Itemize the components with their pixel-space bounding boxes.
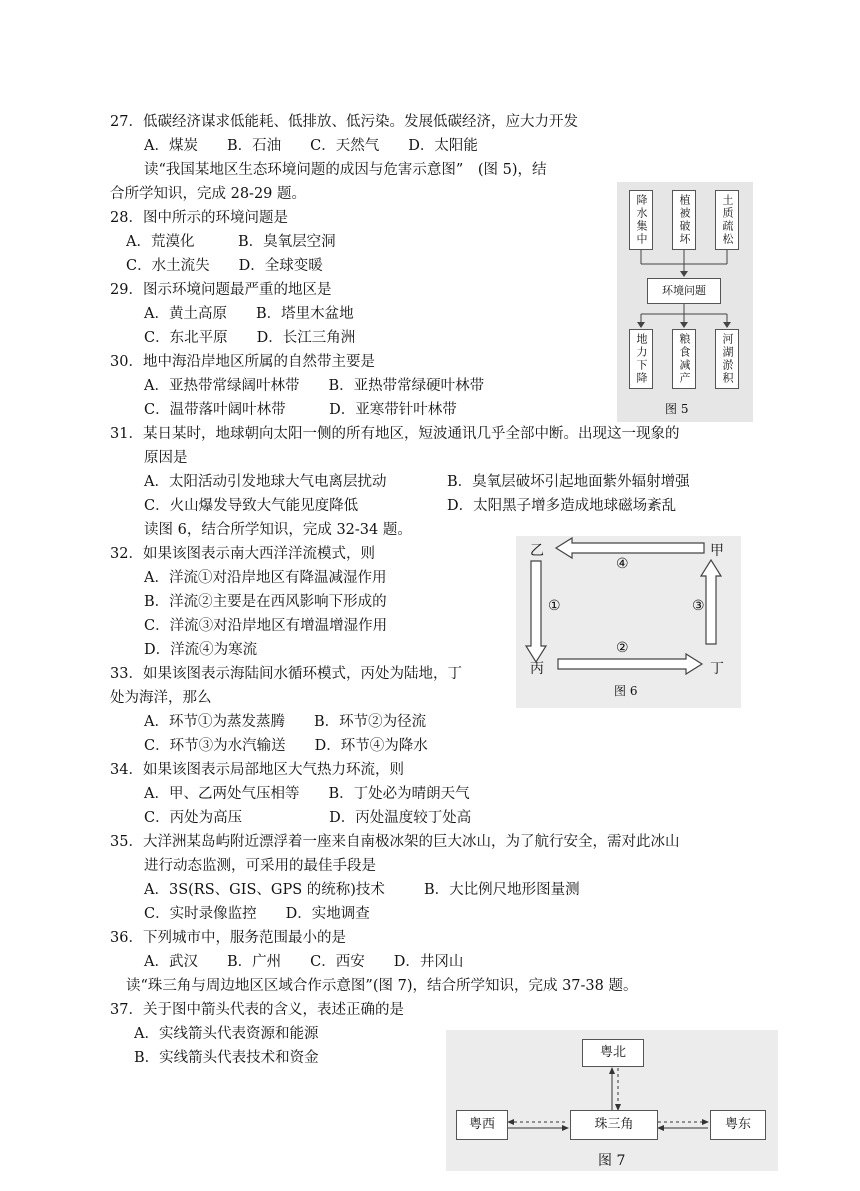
- figure-6-caption: 图 6: [614, 684, 638, 698]
- figure-6: [516, 536, 741, 708]
- reading-prompt-fig7: 读“珠三角与周边地区区域合作示意图”(图 7)，结合所学知识，完成 37-38 题。: [126, 978, 638, 994]
- q34-stem: 34．如果该图表示局部地区大气热力环流，则: [110, 762, 404, 778]
- q31-option-d: D．太阳黑子增多造成地球磁场紊乱: [447, 498, 677, 514]
- q31-stem-cont: 原因是: [144, 450, 188, 466]
- effect-box-2: 粮食减产: [672, 329, 696, 389]
- corner-bing: 丙: [530, 661, 544, 677]
- q33-options-ab: A．环节①为蒸发蒸腾 B．环节②为径流: [144, 714, 427, 730]
- figure-7: [446, 1030, 778, 1171]
- corner-jia: 甲: [710, 543, 724, 559]
- cause-box-2: 植被破坏: [672, 190, 696, 250]
- q30-stem: 30．地中海沿岸地区所属的自然带主要是: [110, 354, 375, 370]
- reading-prompt-fig6: 读图 6，结合所学知识，完成 32-34 题。: [144, 522, 412, 538]
- reading-prompt-fig5: 读“我国某地区生态环境问题的成因与危害示意图” (图 5)，结: [144, 162, 547, 178]
- q33-stem: 33．如果该图表示海陆间水循环模式，丙处为陆地，丁: [110, 666, 462, 682]
- q32-option-b: B．洋流②主要是在西风影响下形成的: [144, 594, 387, 610]
- region-center: 珠三角: [570, 1110, 658, 1140]
- q30-options-ab: A．亚热带常绿阔叶林带 B．亚热带常绿硬叶林带: [144, 378, 485, 394]
- q35-stem: 35．大洋洲某岛屿附近漂浮着一座来自南极冰架的巨大冰山，为了航行安全，需对此冰山: [110, 834, 680, 850]
- region-west: 粤西: [456, 1110, 508, 1140]
- arrow-label-4: ④: [616, 556, 629, 572]
- q28-stem: 28．图中所示的环境问题是: [110, 210, 288, 226]
- q31-stem: 31．某日某时，地球朝向太阳一侧的所有地区，短波通讯几乎全部中断。出现这一现象的: [110, 426, 680, 442]
- arrow-label-2: ②: [616, 640, 629, 656]
- q34-options-ab: A．甲、乙两处气压相等 B．丁处必为晴朗天气: [144, 786, 470, 802]
- q29-options-cd: C．东北平原 D．长江三角洲: [144, 330, 356, 346]
- q29-stem: 29．图示环境问题最严重的地区是: [110, 282, 332, 298]
- q30-options-cd: C．温带落叶阔叶林带 D．亚寒带针叶林带: [144, 402, 457, 418]
- q32-option-c: C．洋流③对沿岸地区有增温增湿作用: [144, 618, 388, 634]
- q37-stem: 37．关于图中箭头代表的含义，表述正确的是: [110, 1002, 404, 1018]
- figure-5: [617, 182, 753, 422]
- q32-stem: 32．如果该图表示南大西洋洋流模式，则: [110, 546, 375, 562]
- q37-option-b: B．实线箭头代表技术和资金: [134, 1050, 319, 1066]
- q34-options-cd: C．丙处为高压 D．丙处温度较丁处高: [144, 810, 472, 826]
- q28-options-ab: A．荒漠化 B．臭氧层空洞: [126, 234, 336, 250]
- q27-stem: 27．低碳经济谋求低能耗、低排放、低污染。发展低碳经济，应大力开发: [110, 114, 578, 130]
- q31-option-c: C．火山爆发导致大气能见度降低: [144, 498, 359, 514]
- cause-box-3: 土质疏松: [715, 190, 739, 250]
- q33-options-cd: C．环节③为水汽输送 D．环节④为降水: [144, 738, 428, 754]
- q33-stem-cont: 处为海洋，那么: [110, 690, 212, 706]
- q32-option-d: D．洋流④为寒流: [144, 642, 258, 658]
- reading-prompt-fig5-cont: 合所学知识，完成 28-29 题。: [110, 186, 307, 202]
- arrow-label-3: ③: [692, 598, 705, 614]
- corner-ding: 丁: [710, 661, 724, 677]
- q36-stem: 36．下列城市中，服务范围最小的是: [110, 930, 346, 946]
- q37-option-a: A．实线箭头代表资源和能源: [134, 1026, 319, 1042]
- figure-7-caption: 图 7: [598, 1153, 626, 1169]
- cause-box-1: 降水集中: [629, 190, 653, 250]
- q27-options: A．煤炭 B．石油 C．天然气 D．太阳能: [144, 138, 478, 154]
- q31-option-a: A．太阳活动引发地球大气电离层扰动: [144, 474, 387, 490]
- effect-box-3: 河湖淤积: [715, 329, 739, 389]
- center-box: 环境问题: [647, 278, 721, 304]
- region-east: 粤东: [710, 1110, 766, 1140]
- q28-options-cd: C．水土流失 D．全球变暖: [126, 258, 323, 274]
- effect-box-1: 地力下降: [629, 329, 653, 389]
- q35-options-cd: C．实时录像监控 D．实地调查: [144, 906, 370, 922]
- q36-options: A．武汉 B．广州 C．西安 D．井冈山: [144, 954, 464, 970]
- arrow-label-1: ①: [548, 598, 561, 614]
- region-north: 粤北: [582, 1039, 644, 1067]
- q31-option-b: B．臭氧层破坏引起地面紫外辐射增强: [447, 474, 690, 490]
- corner-yi: 乙: [530, 543, 544, 559]
- q35-option-a: A．3S(RS、GIS、GPS 的统称)技术: [144, 882, 385, 898]
- q35-stem-cont: 进行动态监测，可采用的最佳手段是: [144, 858, 376, 874]
- figure-5-caption: 图 5: [665, 402, 689, 416]
- q35-option-b: B．大比例尺地形图量测: [424, 882, 580, 898]
- q32-option-a: A．洋流①对沿岸地区有降温减湿作用: [144, 570, 387, 586]
- q29-options-ab: A．黄土高原 B．塔里木盆地: [144, 306, 354, 322]
